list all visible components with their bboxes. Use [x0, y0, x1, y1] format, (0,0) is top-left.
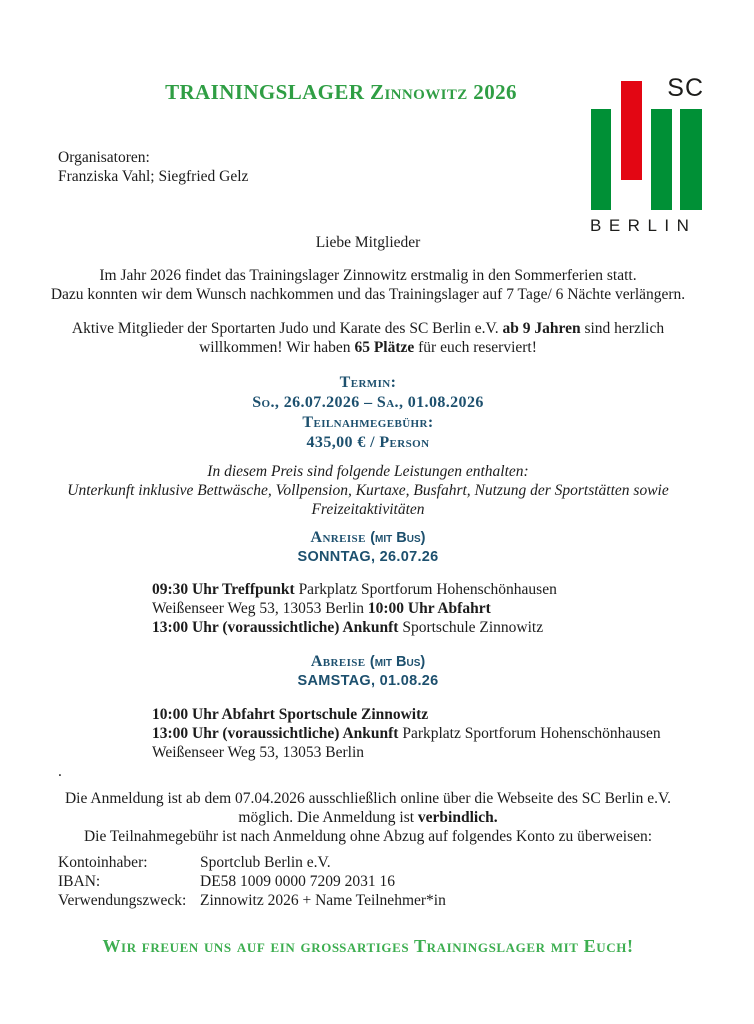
bank-value: Sportclub Berlin e.V. — [200, 854, 331, 871]
bank-value: Zinnowitz 2026 + Name Teilnehmer*in — [200, 892, 446, 909]
anreise-date: SONNTAG, 26.07.26 — [297, 549, 439, 565]
termin-dates: So., 26.07.2026 – Sa., 01.08.2026 — [252, 394, 484, 411]
page-title: TRAININGSLAGER Zinnowitz 2026 — [165, 80, 517, 104]
included-line-3: Freizeitaktivitäten — [311, 501, 425, 518]
anreise-heading-main: Anreise — [310, 529, 371, 546]
anreise-heading-suffix: (mit Bus) — [370, 530, 426, 546]
abreise-details — [152, 705, 661, 762]
abreise-heading — [0, 651, 736, 673]
bank-row-account-holder — [58, 853, 446, 872]
included-services — [0, 462, 736, 519]
bank-label: Kontoinhaber: — [58, 854, 148, 871]
bank-label: IBAN: — [58, 873, 101, 890]
logo-sc-label: SC — [667, 74, 704, 102]
invitation-line-2: willkommen! Wir haben 65 Plätze für euch reserviert! — [199, 339, 537, 356]
included-line-1: In diesem Preis sind folgende Leistungen enthalten: — [207, 463, 529, 480]
included-line-2: Unterkunft inklusive Bettwäsche, Vollpension, Kurtaxe, Busfahrt, Nutzung der Sportstätten sowie — [67, 482, 669, 499]
abreise-heading-main: Abreise — [310, 653, 370, 670]
closing-line: Wir freuen uns auf ein großartiges Trainingslager mit Euch! — [102, 936, 634, 956]
bank-label: Verwendungszweck: — [58, 892, 187, 909]
organizers-block — [58, 148, 248, 186]
termin-heading: Termin: — [339, 374, 397, 391]
logo-green-bar-1 — [591, 109, 611, 210]
anreise-details — [152, 580, 557, 637]
logo-berlin-label: BERLIN — [590, 216, 697, 235]
termin-block — [0, 373, 736, 453]
abreise-date: SAMSTAG, 01.08.26 — [297, 673, 439, 689]
fee-heading: Teilnahmegebühr: — [302, 414, 434, 431]
invitation-line-1: Aktive Mitglieder der Sportarten Judo und Karate des SC Berlin e.V. ab 9 Jahren sind herzlich — [71, 320, 665, 337]
fee-value: 435,00 € / Person — [306, 434, 430, 451]
bank-row-reference — [58, 891, 446, 910]
registration-line-3: Die Teilnahmegebühr ist nach Anmeldung ohne Abzug auf folgendes Konto zu überweisen: — [83, 828, 653, 845]
abreise-detail-line-3: Weißenseer Weg 53, 13053 Berlin — [152, 744, 365, 761]
registration-line-2: möglich. Die Anmeldung ist verbindlich. — [238, 809, 498, 826]
anreise-detail-line-1: 09:30 Uhr Treffpunkt Parkplatz Sportforum Hohenschönhausen — [152, 581, 557, 598]
logo-green-bar-2 — [651, 109, 672, 210]
intro-paragraph — [0, 266, 736, 304]
intro-line-1: Im Jahr 2026 findet das Trainingslager Zinnowitz erstmalig in den Sommerferien statt. — [99, 267, 637, 284]
stray-dot: . — [58, 763, 62, 780]
intro-line-2: Dazu konnten wir dem Wunsch nachkommen und das Trainingslager auf 7 Tage/ 6 Nächte verlängern. — [50, 286, 686, 303]
anreise-detail-line-2: Weißenseer Weg 53, 13053 Berlin 10:00 Uhr Abfahrt — [152, 600, 491, 617]
sc-berlin-logo — [588, 75, 712, 236]
abreise-detail-line-2: 13:00 Uhr (voraussichtliche) Ankunft Parkplatz Sportforum Hohenschönhausen — [152, 725, 661, 742]
registration-paragraph — [0, 789, 736, 846]
anreise-heading — [0, 527, 736, 549]
abreise-detail-line-1: 10:00 Uhr Abfahrt Sportschule Zinnowitz — [152, 706, 429, 723]
abreise-heading-block — [0, 651, 736, 689]
logo-red-bar — [621, 81, 642, 180]
logo-green-bar-3 — [680, 109, 702, 210]
bank-details — [58, 853, 446, 910]
anreise-detail-line-3: 13:00 Uhr (voraussichtliche) Ankunft Sportschule Zinnowitz — [152, 619, 544, 636]
bank-row-iban — [58, 872, 446, 891]
bank-value: DE58 1009 0000 7209 2031 16 — [200, 873, 396, 890]
organizers-names: Franziska Vahl; Siegfried Gelz — [58, 168, 249, 185]
organizers-label: Organisatoren: — [58, 149, 150, 166]
invitation-paragraph — [0, 319, 736, 357]
registration-line-1: Die Anmeldung ist ab dem 07.04.2026 ausschließlich online über die Webseite des SC Berlin e.V. — [64, 790, 672, 807]
salutation: Liebe Mitglieder — [315, 234, 421, 251]
abreise-heading-suffix: (mit Bus) — [369, 654, 426, 670]
anreise-heading-block — [0, 527, 736, 565]
